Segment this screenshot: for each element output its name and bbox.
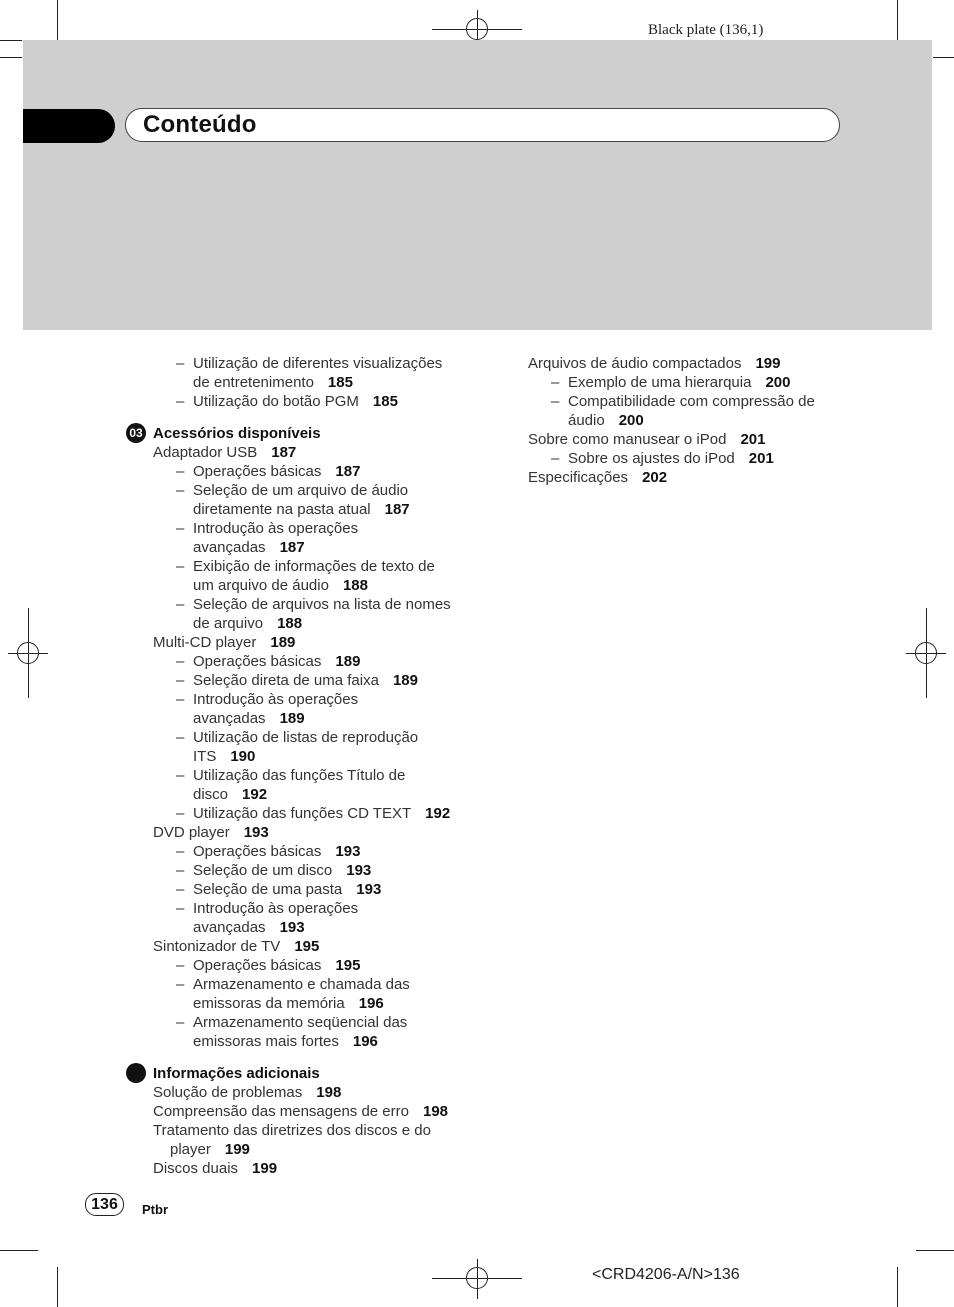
page-ref: 199 bbox=[224, 1141, 250, 1158]
page-ref: 193 bbox=[335, 843, 361, 860]
toc-entry[interactable] bbox=[528, 430, 858, 449]
crop-mark bbox=[933, 57, 954, 58]
entry-text: avançadas bbox=[193, 710, 266, 727]
page-ref: 187 bbox=[384, 501, 410, 518]
registration-mark bbox=[17, 642, 39, 664]
document-code: <CRD4206-A/N>136 bbox=[592, 1266, 740, 1283]
entry-text: Solução de problemas bbox=[153, 1084, 303, 1101]
entry-text: um arquivo de áudio bbox=[193, 577, 329, 594]
entry-text: avançadas bbox=[193, 539, 266, 556]
page-ref: 185 bbox=[372, 393, 398, 410]
page-ref: 201 bbox=[740, 431, 766, 448]
toc-subentry[interactable] bbox=[153, 671, 483, 690]
toc-subentry[interactable] bbox=[153, 557, 483, 595]
dash-icon: – bbox=[551, 450, 560, 467]
dash-icon: – bbox=[176, 596, 185, 613]
entry-text: Introdução às operações bbox=[193, 900, 359, 917]
dash-icon: – bbox=[176, 976, 185, 993]
toc-entry[interactable] bbox=[153, 1102, 483, 1121]
page-ref: 200 bbox=[765, 374, 791, 391]
toc-subentry[interactable] bbox=[153, 481, 483, 519]
entry-text: disco bbox=[193, 786, 229, 803]
crop-mark bbox=[897, 1267, 898, 1307]
chapter-tab bbox=[23, 109, 115, 143]
page-ref: 189 bbox=[270, 634, 296, 651]
entry-text: Compreensão das mensagens de erro bbox=[153, 1103, 409, 1120]
dash-icon: – bbox=[176, 957, 185, 974]
page-ref: 202 bbox=[642, 469, 668, 486]
dash-icon: – bbox=[176, 482, 185, 499]
entry-text: Sobre como manusear o iPod bbox=[528, 431, 727, 448]
dash-icon: – bbox=[176, 805, 185, 822]
toc-entry[interactable] bbox=[153, 1083, 483, 1102]
dash-icon: – bbox=[176, 393, 185, 410]
dash-icon: – bbox=[551, 393, 560, 410]
entry-text: Especificações bbox=[528, 469, 629, 486]
entry-text: Seleção de arquivos na lista de nomes bbox=[193, 596, 451, 613]
header-band bbox=[23, 40, 932, 330]
page-ref: 195 bbox=[294, 938, 320, 955]
toc-left-column bbox=[129, 354, 483, 1178]
dash-icon: – bbox=[176, 672, 185, 689]
entry-text: Utilização das funções Título de bbox=[193, 767, 406, 784]
dash-icon: – bbox=[176, 355, 185, 372]
crop-mark bbox=[897, 0, 898, 40]
toc-entry[interactable] bbox=[153, 443, 483, 462]
entry-text: Operações básicas bbox=[193, 653, 322, 670]
entry-text: DVD player bbox=[153, 824, 230, 841]
plate-label: Black plate (136,1) bbox=[648, 22, 764, 38]
page-ref: 196 bbox=[352, 1033, 378, 1050]
entry-text: Armazenamento e chamada das bbox=[193, 976, 410, 993]
toc-subentry[interactable] bbox=[528, 449, 858, 468]
entry-text: avançadas bbox=[193, 919, 266, 936]
entry-text: ITS bbox=[193, 748, 217, 765]
toc-subentry[interactable] bbox=[153, 899, 483, 937]
registration-mark bbox=[915, 642, 937, 664]
page-ref: 200 bbox=[618, 412, 644, 429]
toc-subentry[interactable] bbox=[153, 354, 483, 392]
toc-subentry[interactable] bbox=[153, 462, 483, 481]
page-ref: 198 bbox=[316, 1084, 342, 1101]
toc-subentry[interactable] bbox=[153, 690, 483, 728]
page-ref: 195 bbox=[335, 957, 361, 974]
entry-text: Armazenamento seqüencial das bbox=[193, 1014, 408, 1031]
toc-subentry[interactable] bbox=[153, 519, 483, 557]
entry-text: diretamente na pasta atual bbox=[193, 501, 371, 518]
toc-subentry[interactable] bbox=[528, 392, 858, 430]
page-ref: 190 bbox=[230, 748, 256, 765]
entry-text: Sobre os ajustes do iPod bbox=[568, 450, 735, 467]
page-ref: 187 bbox=[335, 463, 361, 480]
entry-text: Discos duais bbox=[153, 1160, 239, 1177]
entry-text: Seleção de uma pasta bbox=[193, 881, 343, 898]
entry-text: emissoras mais fortes bbox=[193, 1033, 339, 1050]
page-number: 136 bbox=[85, 1193, 124, 1216]
entry-text: Utilização de listas de reprodução bbox=[193, 729, 419, 746]
toc-subentry[interactable] bbox=[153, 861, 483, 880]
page-ref: 189 bbox=[279, 710, 305, 727]
section-badge-icon bbox=[126, 1063, 146, 1083]
page-ref: 188 bbox=[342, 577, 368, 594]
toc-subentry[interactable] bbox=[153, 595, 483, 633]
crop-mark bbox=[0, 1250, 38, 1251]
toc-entry[interactable] bbox=[153, 1121, 483, 1159]
entry-text: áudio bbox=[568, 412, 605, 429]
toc-subentry[interactable] bbox=[528, 373, 858, 392]
page-ref: 198 bbox=[422, 1103, 449, 1120]
page-ref: 193 bbox=[279, 919, 305, 936]
dash-icon: – bbox=[176, 558, 185, 575]
dash-icon: – bbox=[176, 843, 185, 860]
toc-section-heading[interactable] bbox=[153, 1064, 483, 1083]
toc-entry[interactable] bbox=[153, 633, 483, 652]
toc-subentry[interactable] bbox=[153, 766, 483, 804]
crop-mark bbox=[57, 0, 58, 40]
page-ref: 189 bbox=[335, 653, 361, 670]
toc-subentry[interactable] bbox=[153, 392, 483, 411]
page-title: Conteúdo bbox=[143, 111, 257, 138]
page-ref: 192 bbox=[242, 786, 268, 803]
entry-text: Tratamento das diretrizes dos discos e do bbox=[153, 1122, 431, 1139]
toc-entry[interactable] bbox=[153, 937, 483, 956]
page-ref: 188 bbox=[277, 615, 303, 632]
entry-text: Introdução às operações bbox=[193, 691, 359, 708]
entry-text: de arquivo bbox=[193, 615, 264, 632]
toc-subentry[interactable] bbox=[153, 842, 483, 861]
dash-icon: – bbox=[176, 881, 185, 898]
entry-text: Operações básicas bbox=[193, 843, 322, 860]
toc-subentry[interactable] bbox=[153, 880, 483, 899]
dash-icon: – bbox=[176, 729, 185, 746]
crop-mark bbox=[916, 1250, 954, 1251]
dash-icon: – bbox=[551, 374, 560, 391]
section-title: Informações adicionais bbox=[153, 1065, 320, 1082]
entry-text: Utilização do botão PGM bbox=[193, 393, 359, 410]
toc-right-column bbox=[528, 354, 858, 487]
crop-mark bbox=[0, 57, 22, 58]
toc-subentry[interactable] bbox=[153, 1013, 483, 1051]
entry-text: Compatibilidade com compressão de bbox=[568, 393, 815, 410]
toc-entry[interactable] bbox=[528, 354, 858, 373]
page-ref: 185 bbox=[327, 374, 353, 391]
toc-section-heading[interactable] bbox=[129, 424, 483, 443]
language-label: Ptbr bbox=[142, 1202, 168, 1217]
toc-subentry[interactable] bbox=[153, 804, 483, 823]
page-ref: 187 bbox=[279, 539, 305, 556]
page-ref: 201 bbox=[748, 450, 774, 467]
entry-text: emissoras da memória bbox=[193, 995, 345, 1012]
toc-entry[interactable] bbox=[153, 823, 483, 842]
entry-text: Introdução às operações bbox=[193, 520, 359, 537]
section-badge-icon: 03 bbox=[126, 423, 146, 443]
entry-text: de entretenimento bbox=[193, 374, 314, 391]
page-ref: 196 bbox=[358, 995, 384, 1012]
entry-text: Seleção de um arquivo de áudio bbox=[193, 482, 409, 499]
section-title: Acessórios disponíveis bbox=[153, 425, 321, 442]
entry-text: Adaptador USB bbox=[153, 444, 258, 461]
entry-text: Operações básicas bbox=[193, 463, 322, 480]
entry-text: Utilização de diferentes visualizações bbox=[193, 355, 443, 372]
crop-mark bbox=[0, 40, 22, 41]
dash-icon: – bbox=[176, 900, 185, 917]
registration-mark bbox=[466, 18, 488, 40]
dash-icon: – bbox=[176, 691, 185, 708]
title-bar bbox=[125, 108, 840, 142]
page-ref: 199 bbox=[755, 355, 781, 372]
dash-icon: – bbox=[176, 463, 185, 480]
dash-icon: – bbox=[176, 653, 185, 670]
entry-text: Operações básicas bbox=[193, 957, 322, 974]
dash-icon: – bbox=[176, 1014, 185, 1031]
toc-subentry[interactable] bbox=[153, 652, 483, 671]
entry-text: Sintonizador de TV bbox=[153, 938, 281, 955]
entry-text: Seleção de um disco bbox=[193, 862, 333, 879]
page-ref: 193 bbox=[243, 824, 269, 841]
dash-icon: – bbox=[176, 520, 185, 537]
registration-mark bbox=[466, 1267, 488, 1289]
entry-text: Exibição de informações de texto de bbox=[193, 558, 435, 575]
crop-mark bbox=[57, 1267, 58, 1307]
entry-text: Multi-CD player bbox=[153, 634, 257, 651]
toc-entry[interactable] bbox=[153, 1159, 483, 1178]
dash-icon: – bbox=[176, 862, 185, 879]
entry-text: Exemplo de uma hierarquia bbox=[568, 374, 752, 391]
entry-text: Arquivos de áudio compactados bbox=[528, 355, 742, 372]
entry-text: player bbox=[170, 1141, 211, 1158]
toc-subentry[interactable] bbox=[153, 728, 483, 766]
toc-subentry[interactable] bbox=[153, 975, 483, 1013]
dash-icon: – bbox=[176, 767, 185, 784]
toc-subentry[interactable] bbox=[153, 956, 483, 975]
entry-text: Seleção direta de uma faixa bbox=[193, 672, 379, 689]
page-ref: 193 bbox=[356, 881, 382, 898]
page-ref: 193 bbox=[346, 862, 372, 879]
page-ref: 199 bbox=[252, 1160, 278, 1177]
page-ref: 189 bbox=[392, 672, 418, 689]
page-ref: 187 bbox=[271, 444, 297, 461]
toc-entry[interactable] bbox=[528, 468, 858, 487]
page-ref: 192 bbox=[425, 805, 451, 822]
entry-text: Utilização das funções CD TEXT bbox=[193, 805, 412, 822]
